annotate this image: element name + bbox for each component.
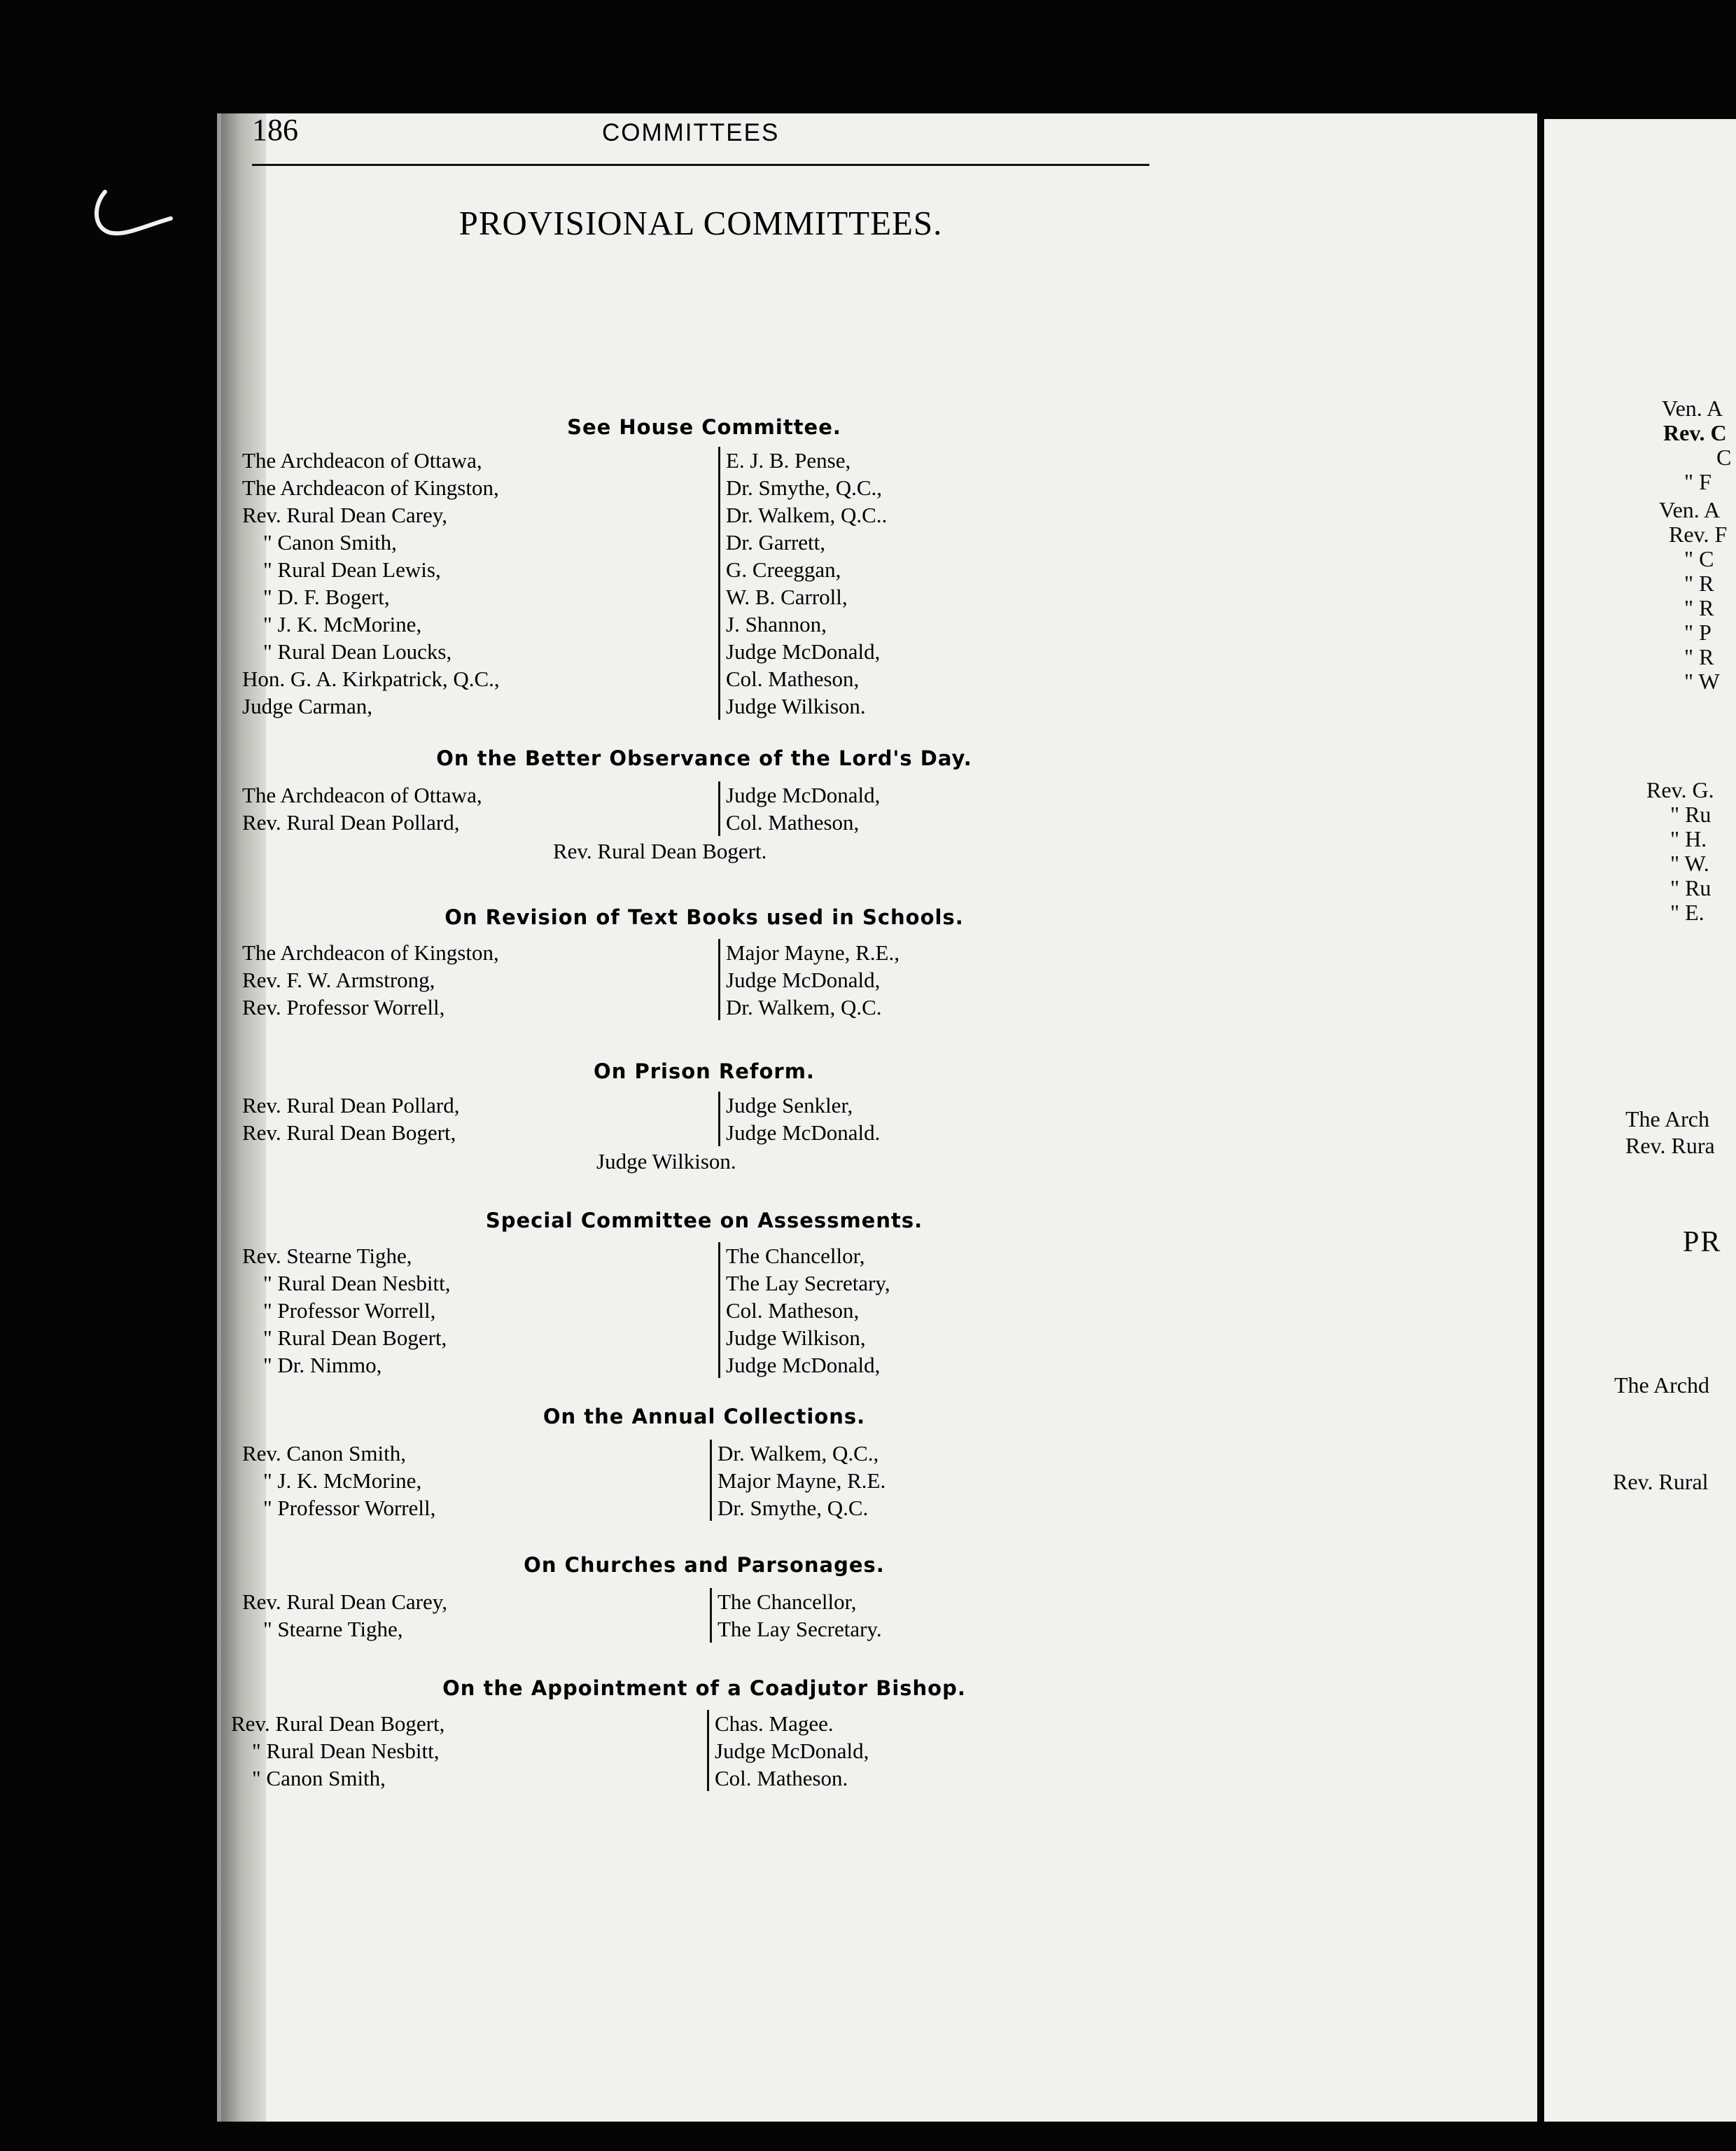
member-right: Col. Matheson. xyxy=(715,1766,848,1790)
facing-fragment: Rev. Rural xyxy=(1613,1469,1709,1494)
left-column xyxy=(242,1092,690,1146)
facing-fragment: " F xyxy=(1684,469,1712,494)
member-left: Rev. Rural Dean Bogert, xyxy=(242,1120,456,1145)
left-column xyxy=(242,1242,690,1379)
right-column xyxy=(718,1242,1160,1378)
left-column xyxy=(242,1440,690,1522)
facing-fragment: " E. xyxy=(1670,900,1704,925)
section-heading: On the Better Observance of the Lord's Day. xyxy=(436,746,972,770)
member-left: Rev. Rural Dean Carey, xyxy=(242,503,447,527)
page-header xyxy=(252,112,1232,154)
facing-fragment: " W xyxy=(1684,669,1720,694)
member-left: " Professor Worrell, xyxy=(263,1496,436,1520)
member-right: Major Mayne, R.E. xyxy=(718,1468,886,1493)
member-left: Rev. Professor Worrell, xyxy=(242,995,445,1019)
facing-fragment: " R xyxy=(1684,595,1714,620)
member-left: The Archdeacon of Kingston, xyxy=(242,940,499,965)
page-title: PROVISIONAL COMMITTEES. xyxy=(458,204,943,242)
member-right: Col. Matheson, xyxy=(726,667,860,691)
facing-fragment: " Ru xyxy=(1670,802,1712,827)
member-right: Judge McDonald, xyxy=(726,1353,881,1377)
right-column xyxy=(710,1588,1152,1643)
member-right: Judge Wilkison, xyxy=(726,1325,866,1350)
right-column xyxy=(710,1440,1152,1521)
member-left: Hon. G. A. Kirkpatrick, Q.C., xyxy=(242,667,500,691)
member-right: The Chancellor, xyxy=(718,1589,857,1614)
member-left: " Rural Dean Bogert, xyxy=(263,1325,447,1350)
page-number: 186 xyxy=(252,113,298,147)
member-right: Dr. Garrett, xyxy=(726,530,826,555)
member-right: Judge McDonald. xyxy=(726,1120,881,1145)
member-right: Judge Senkler, xyxy=(726,1093,853,1118)
member-right: Dr. Smythe, Q.C., xyxy=(726,475,883,500)
member-left: " Rural Dean Loucks, xyxy=(263,639,452,664)
section-heading: On Churches and Parsonages. xyxy=(524,1553,885,1577)
member-left: Rev. Rural Dean Bogert, xyxy=(231,1711,445,1736)
member-right: Dr. Walkem, Q.C. xyxy=(726,995,882,1019)
right-column xyxy=(718,1092,1160,1146)
facing-fragment: PR xyxy=(1683,1226,1722,1258)
left-column xyxy=(242,781,690,836)
member-right: Col. Matheson, xyxy=(726,1298,860,1323)
member-right: G. Creeggan, xyxy=(726,557,841,582)
facing-fragment: " P xyxy=(1684,620,1712,645)
facing-fragment: Ven. A xyxy=(1662,396,1723,421)
member-left: The Archdeacon of Kingston, xyxy=(242,475,499,500)
member-left: Rev. Rural Dean Pollard, xyxy=(242,810,460,835)
member-left: The Archdeacon of Ottawa, xyxy=(242,783,482,807)
member-centered: Rev. Rural Dean Bogert. xyxy=(553,839,767,863)
member-right: Major Mayne, R.E., xyxy=(726,940,899,965)
facing-fragment: Ven. A xyxy=(1659,497,1721,522)
section-heading: On the Appointment of a Coadjutor Bishop. xyxy=(442,1676,966,1700)
member-left: " Dr. Nimmo, xyxy=(263,1353,382,1377)
facing-fragment: Rev. F xyxy=(1669,522,1728,547)
member-left: " Professor Worrell, xyxy=(263,1298,436,1323)
facing-fragment: " R xyxy=(1684,644,1714,669)
committee-assessments xyxy=(242,1203,1166,1378)
member-left: Rev. Stearne Tighe, xyxy=(242,1244,412,1268)
member-right: Chas. Magee. xyxy=(715,1711,834,1736)
member-left: " Rural Dean Lewis, xyxy=(263,557,441,582)
member-right: The Chancellor, xyxy=(726,1244,865,1268)
facing-fragment: " R xyxy=(1684,571,1714,596)
member-right: Col. Matheson, xyxy=(726,810,860,835)
member-left: " Rural Dean Nesbitt, xyxy=(252,1739,440,1763)
member-right: Judge McDonald, xyxy=(726,639,881,664)
facing-fragment: Rev. G. xyxy=(1646,777,1714,802)
facing-fragment: The Arch xyxy=(1625,1106,1709,1132)
facing-fragment: The Archd xyxy=(1614,1372,1709,1398)
member-left: " Rural Dean Nesbitt, xyxy=(263,1271,451,1295)
committee-coadjutor-bishop xyxy=(231,1671,1166,1790)
member-left: Rev. Canon Smith, xyxy=(242,1441,406,1466)
committee-see-house xyxy=(242,410,1166,725)
member-right: W. B. Carroll, xyxy=(726,585,848,609)
member-left: " J. K. McMorine, xyxy=(263,612,422,636)
section-heading: Special Committee on Assessments. xyxy=(485,1209,923,1232)
member-right: J. Shannon, xyxy=(726,612,827,636)
facing-page xyxy=(1544,119,1736,2122)
section-heading: On Prison Reform. xyxy=(594,1059,815,1083)
facing-fragment: " C xyxy=(1684,546,1714,571)
section-heading: On the Annual Collections. xyxy=(542,1405,866,1428)
facing-fragment: Rev. C xyxy=(1663,420,1727,445)
pencil-mark-icon xyxy=(90,183,174,250)
left-column xyxy=(242,939,690,1021)
right-column xyxy=(707,1710,1149,1791)
member-left: " Canon Smith, xyxy=(252,1766,386,1790)
right-column xyxy=(718,939,1160,1020)
member-left: " J. K. McMorine, xyxy=(263,1468,422,1493)
section-heading: On Revision of Text Books used in Schools. xyxy=(444,905,964,929)
member-right: The Lay Secretary. xyxy=(718,1617,882,1641)
member-left: " Stearne Tighe, xyxy=(263,1617,403,1641)
committee-lords-day xyxy=(242,741,1166,863)
member-centered: Judge Wilkison. xyxy=(596,1149,736,1174)
member-right: Dr. Walkem, Q.C., xyxy=(718,1441,879,1466)
member-left: Rev. Rural Dean Pollard, xyxy=(242,1093,460,1118)
member-right: The Lay Secretary, xyxy=(726,1271,890,1295)
right-column xyxy=(718,447,1160,720)
left-column xyxy=(242,447,690,720)
member-left: " D. F. Bogert, xyxy=(263,585,390,609)
member-right: Judge Wilkison. xyxy=(726,694,866,718)
header-rule xyxy=(252,164,1149,166)
member-right: Dr. Smythe, Q.C. xyxy=(718,1496,869,1520)
committee-churches-parsonages xyxy=(242,1547,1166,1641)
member-left: The Archdeacon of Ottawa, xyxy=(242,448,482,473)
running-title: COMMITTEES xyxy=(602,119,780,146)
member-right: Judge McDonald, xyxy=(715,1739,869,1763)
facing-fragment: Rev. Rura xyxy=(1625,1133,1715,1158)
left-column xyxy=(231,1710,679,1792)
member-left: Judge Carman, xyxy=(242,694,372,718)
left-column xyxy=(242,1588,690,1643)
member-right: Dr. Walkem, Q.C.. xyxy=(726,503,888,527)
committee-prison-reform xyxy=(242,1054,1166,1173)
facing-fragment: " H. xyxy=(1670,826,1707,851)
member-right: Judge McDonald, xyxy=(726,968,881,992)
facing-fragment: C xyxy=(1716,445,1732,470)
committee-annual-collections xyxy=(242,1399,1166,1518)
member-left: Rev. Rural Dean Carey, xyxy=(242,1589,447,1614)
facing-fragment: " W. xyxy=(1670,851,1709,876)
facing-fragment: " Ru xyxy=(1670,875,1712,900)
committee-text-books xyxy=(242,900,1166,1019)
right-column xyxy=(718,781,1160,836)
member-left: Rev. F. W. Armstrong, xyxy=(242,968,435,992)
member-right: Judge McDonald, xyxy=(726,783,881,807)
member-right: E. J. B. Pense, xyxy=(726,448,851,473)
member-left: " Canon Smith, xyxy=(263,530,397,555)
section-heading: See House Committee. xyxy=(567,415,841,439)
